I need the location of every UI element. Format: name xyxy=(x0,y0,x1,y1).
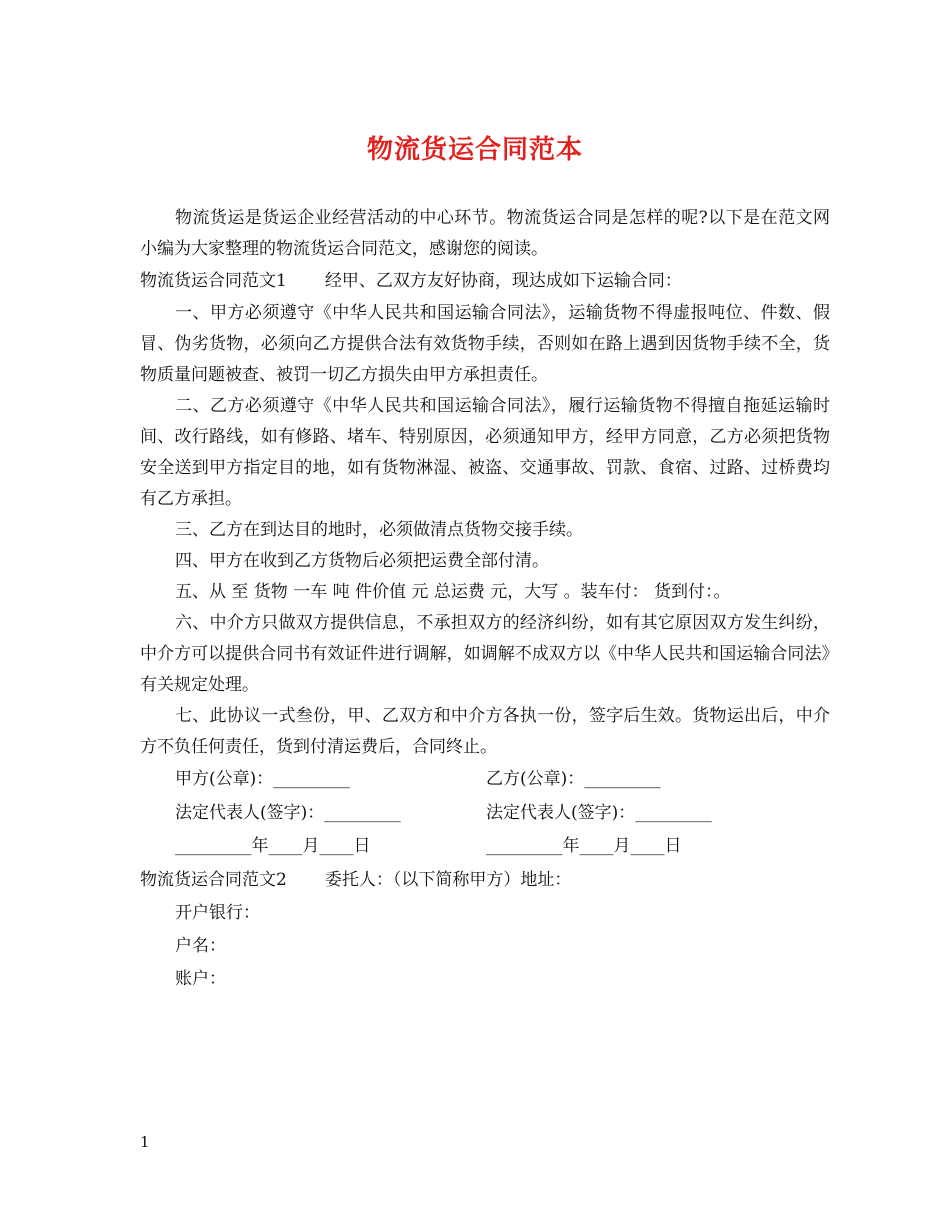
signature-row-rep xyxy=(140,797,830,831)
signature-row-date xyxy=(140,830,830,864)
party-b-seal: 乙方(公章)：_________ xyxy=(486,769,661,789)
clause-4: 四、甲方在收到乙方货物后必须把运费全部付清。 xyxy=(175,551,549,571)
sample1-heading: 物流货运合同范文1 xyxy=(140,271,287,291)
document-body xyxy=(140,203,830,996)
sample1-heading-line xyxy=(140,265,830,298)
party-a-seal: 甲方(公章)：_________ xyxy=(175,769,350,789)
page-number: 1 xyxy=(140,1133,150,1151)
sample2-heading: 物流货运合同范文2 xyxy=(140,869,287,890)
clause-1: 一、甲方必须遵守《中华人民共和国运输合同法》，运输货物不得虚报吨位、件数、假冒、伪劣货物，必须向乙方提供合法有效货物手续，否则如在路上遇到因货物手续不全，货物质量问题被查、被罚一切乙方损失由甲方承担责任。 xyxy=(140,303,830,385)
clause-3: 三、乙方在到达目的地时，必须做清点货物交接手续。 xyxy=(175,520,583,540)
document-title: 物流货运合同范本 xyxy=(366,135,583,165)
party-b-date: _________年____月____日 xyxy=(486,836,682,856)
field-bank: 开户银行： xyxy=(175,902,260,923)
clause-7: 七、此协议一式叁份，甲、乙双方和中介方各执一份，签字后生效。货物运出后，中介方不负任何责任，货到付清运费后，合同终止。 xyxy=(140,706,830,757)
party-a-rep: 法定代表人(签字)：_________ xyxy=(175,802,401,823)
sample2-heading-tail: 委托人：（以下简称甲方）地址： xyxy=(324,869,572,890)
signature-row-seal xyxy=(140,763,830,797)
intro-paragraph: 物流货运是货运企业经营活动的中心环节。物流货运合同是怎样的呢?以下是在范文网小编为大家整理的物流货运合同范文，感谢您的阅读。 xyxy=(140,208,830,259)
clause-5: 五、从 至 货物 一车 吨 件价值 元 总运费 元，大写 。装车付： 货到付：。 xyxy=(175,582,731,602)
party-a-date: _________年____月____日 xyxy=(175,836,371,856)
field-account: 账户： xyxy=(175,968,226,989)
sample2-heading-line xyxy=(140,864,830,897)
field-account-name: 户名： xyxy=(175,935,226,956)
clause-2: 二、乙方必须遵守《中华人民共和国运输合同法》，履行运输货物不得擅自拖延运输时间、改行路线，如有修路、堵车、特别原因，必须通知甲方，经甲方同意，乙方必须把货物安全送到甲方指定目的地，如有货物淋湿、被盗、交通事故、罚款、食宿、过路、过桥费均有乙方承担。 xyxy=(140,396,830,509)
party-b-rep: 法定代表人(签字)：_________ xyxy=(486,802,712,823)
sample1-heading-tail: 经甲、乙双方友好协商，现达成如下运输合同： xyxy=(324,271,682,291)
clause-6: 六、中介方只做双方提供信息，不承担双方的经济纠纷，如有其它原因双方发生纠纷，中介方可以提供合同书有效证件进行调解，如调解不成双方以《中华人民共和国运输合同法》有关规定处理。 xyxy=(140,613,830,695)
